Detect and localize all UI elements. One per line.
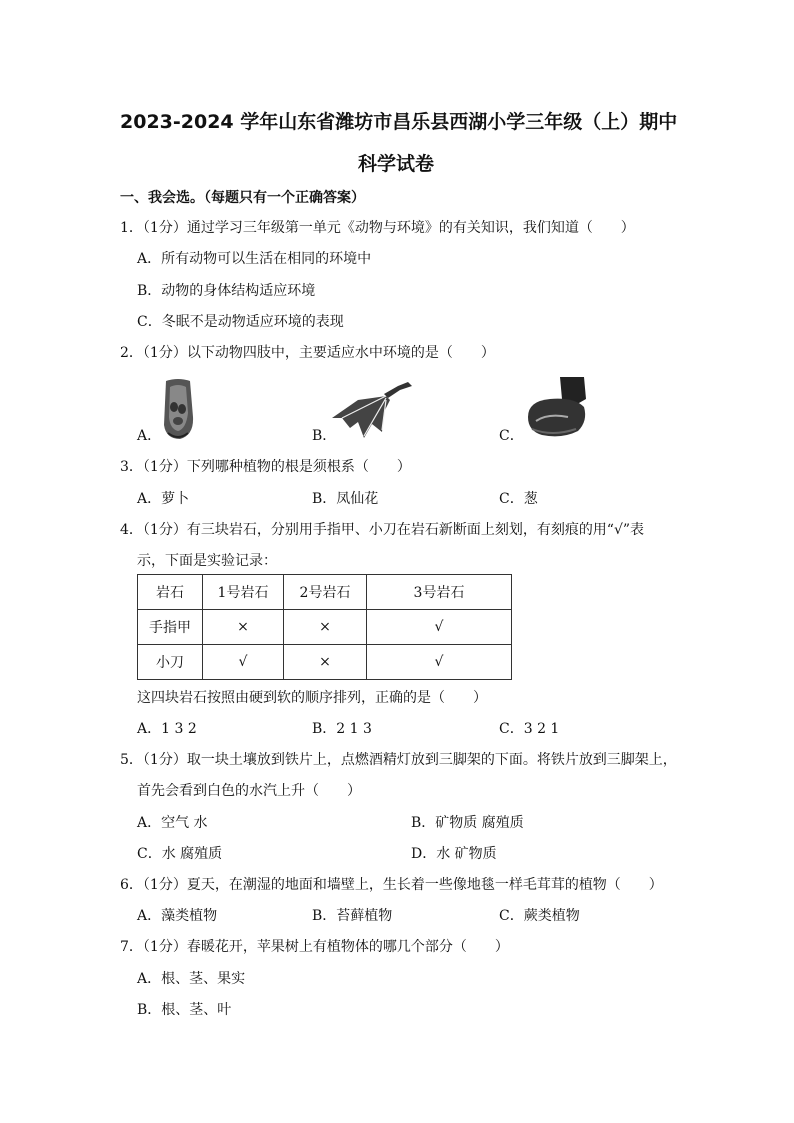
question-5-stem-line2: 首先会看到白色的水汽上升（ ） xyxy=(137,783,361,799)
section-heading: 一、我会选。（每题只有一个正确答案） xyxy=(120,190,365,206)
table-header-cell: 3号岩石 xyxy=(367,575,512,610)
question-5-option-a: A．空气 水 xyxy=(137,815,208,831)
table-header-cell: 岩石 xyxy=(138,575,203,610)
question-4-option-a: A．1 3 2 xyxy=(137,721,197,737)
table-cell: × xyxy=(284,645,367,680)
question-2-option-b: B． xyxy=(312,428,337,444)
table-header-cell: 2号岩石 xyxy=(284,575,367,610)
exam-title-line1: 2023-2024 学年山东省潍坊市昌乐县西湖小学三年级（上）期中 xyxy=(120,111,678,133)
question-1-option-b: B．动物的身体结构适应环境 xyxy=(137,283,316,299)
hoof-icon xyxy=(522,377,590,439)
question-6-option-a: A．藻类植物 xyxy=(137,908,218,924)
question-6-option-b: B．苔藓植物 xyxy=(312,908,393,924)
question-7-option-a: A．根、茎、果实 xyxy=(137,971,246,987)
question-3-option-c: C．葱 xyxy=(499,491,538,507)
rock-test-table xyxy=(137,574,512,680)
table-cell: × xyxy=(203,610,284,645)
table-header-row xyxy=(138,575,512,610)
table-cell: 小刀 xyxy=(138,645,203,680)
table-row xyxy=(138,645,512,680)
table-row xyxy=(138,610,512,645)
table-header-cell: 1号岩石 xyxy=(203,575,284,610)
question-7-option-b: B．根、茎、叶 xyxy=(137,1002,232,1018)
duck-foot-icon xyxy=(328,378,414,440)
table-cell: 手指甲 xyxy=(138,610,203,645)
table-cell: √ xyxy=(367,645,512,680)
question-4-option-b: B．2 1 3 xyxy=(312,721,372,737)
question-2-stem: 2．（1分）以下动物四肢中，主要适应水中环境的是（ ） xyxy=(120,345,495,361)
question-5-stem-line1: 5．（1分）取一块土壤放到铁片上，点燃酒精灯放到三脚架的下面。将铁片放到三脚架上， xyxy=(120,752,677,768)
question-6-option-c: C．蕨类植物 xyxy=(499,908,580,924)
question-5-option-c: C．水 腐殖质 xyxy=(137,846,223,862)
question-5-option-b: B．矿物质 腐殖质 xyxy=(411,815,524,831)
question-3-stem: 3．（1分）下列哪种植物的根是须根系（ ） xyxy=(120,459,411,475)
question-2-option-c: C． xyxy=(499,428,524,444)
question-3-option-b: B．凤仙花 xyxy=(312,491,379,507)
question-1-option-c: C．冬眠不是动物适应环境的表现 xyxy=(137,314,344,330)
question-1-stem: 1．（1分）通过学习三年级第一单元《动物与环境》的有关知识，我们知道（ ） xyxy=(120,220,635,236)
question-2-option-a: A． xyxy=(137,428,162,444)
question-1-option-a: A．所有动物可以生活在相同的环境中 xyxy=(137,251,372,267)
question-4-option-c: C．3 2 1 xyxy=(499,721,560,737)
table-cell: √ xyxy=(367,610,512,645)
question-4-followup: 这四块岩石按照由硬到软的顺序排列，正确的是（ ） xyxy=(137,690,487,706)
question-7-stem: 7．（1分）春暖花开，苹果树上有植物体的哪几个部分（ ） xyxy=(120,939,509,955)
table-cell: × xyxy=(284,610,367,645)
question-6-stem: 6．（1分）夏天，在潮湿的地面和墙壁上，生长着一些像地毯一样毛茸茸的植物（ ） xyxy=(120,877,663,893)
exam-title-line2: 科学试卷 xyxy=(358,153,435,175)
paw-icon xyxy=(160,377,196,441)
question-4-stem-line1: 4．（1分）有三块岩石，分别用手指甲、小刀在岩石新断面上刻划，有刻痕的用“√”表 xyxy=(120,522,645,538)
question-5-option-d: D．水 矿物质 xyxy=(411,846,497,862)
question-4-stem-line2: 示，下面是实验记录： xyxy=(137,553,277,569)
table-cell: √ xyxy=(203,645,284,680)
question-3-option-a: A．萝卜 xyxy=(137,491,190,507)
